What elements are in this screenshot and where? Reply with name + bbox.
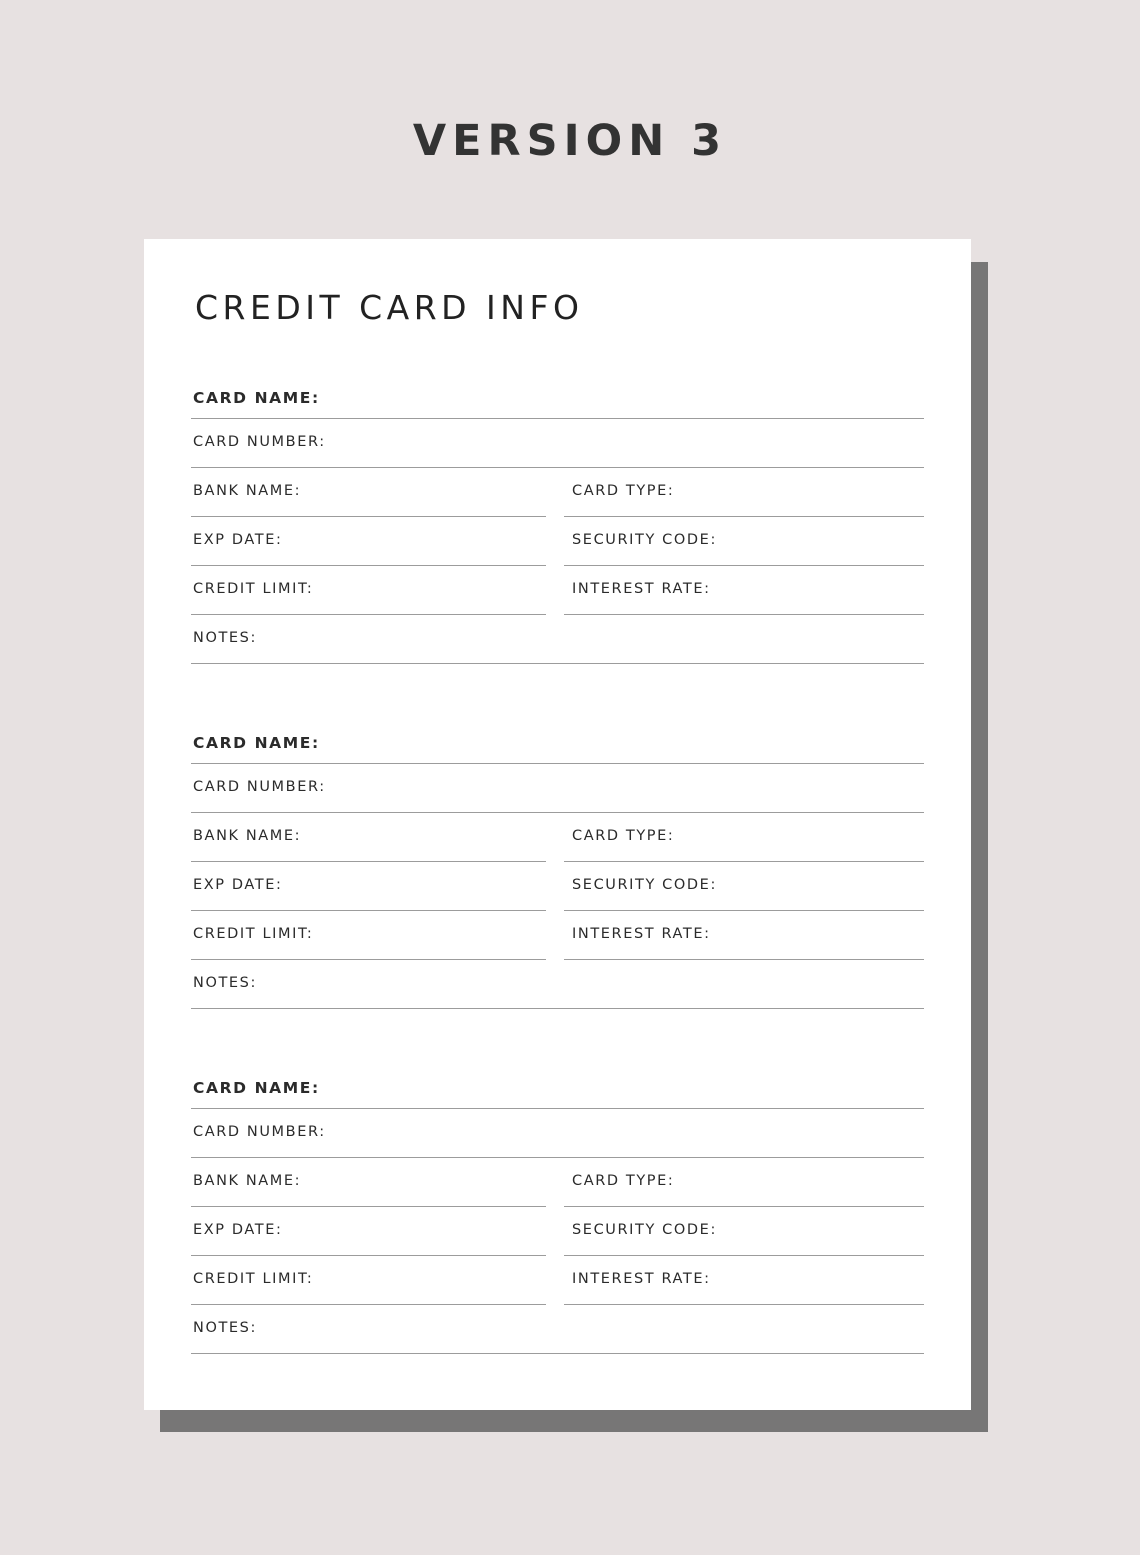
exp-date-field[interactable] (191, 517, 546, 566)
bank-name-label: BANK NAME: (193, 828, 302, 844)
security-code-label: SECURITY CODE: (572, 1222, 717, 1238)
card-number-field[interactable] (191, 764, 924, 813)
security-code-field[interactable] (564, 862, 924, 911)
form-sheet (144, 239, 971, 1410)
card-name-label: CARD NAME: (193, 734, 320, 752)
bank-name-field[interactable] (191, 813, 546, 862)
version-title: VERSION 3 (412, 116, 728, 166)
exp-date-label: EXP DATE: (193, 532, 283, 548)
card-type-label: CARD TYPE: (572, 483, 675, 499)
credit-limit-label: CREDIT LIMIT: (193, 581, 314, 597)
card-block-1 (191, 370, 924, 670)
interest-rate-label: INTEREST RATE: (572, 581, 711, 597)
sheet-title: CREDIT CARD INFO (195, 288, 584, 327)
card-number-field[interactable] (191, 1109, 924, 1158)
interest-rate-field[interactable] (564, 566, 924, 615)
bank-name-label: BANK NAME: (193, 483, 302, 499)
card-name-field[interactable] (191, 715, 924, 764)
card-name-field[interactable] (191, 370, 924, 419)
exp-date-field[interactable] (191, 862, 546, 911)
card-number-label: CARD NUMBER: (193, 434, 326, 450)
credit-limit-label: CREDIT LIMIT: (193, 1271, 314, 1287)
credit-limit-field[interactable] (191, 1256, 546, 1305)
card-type-label: CARD TYPE: (572, 1173, 675, 1189)
card-type-field[interactable] (564, 1158, 924, 1207)
notes-field[interactable] (191, 960, 924, 1009)
bank-name-label: BANK NAME: (193, 1173, 302, 1189)
security-code-label: SECURITY CODE: (572, 532, 717, 548)
card-name-label: CARD NAME: (193, 389, 320, 407)
credit-limit-field[interactable] (191, 566, 546, 615)
notes-label: NOTES: (193, 630, 257, 646)
card-number-label: CARD NUMBER: (193, 1124, 326, 1140)
interest-rate-label: INTEREST RATE: (572, 1271, 711, 1287)
card-block-2 (191, 715, 924, 1015)
notes-field[interactable] (191, 615, 924, 664)
interest-rate-field[interactable] (564, 1256, 924, 1305)
card-type-field[interactable] (564, 813, 924, 862)
security-code-label: SECURITY CODE: (572, 877, 717, 893)
security-code-field[interactable] (564, 1207, 924, 1256)
notes-field[interactable] (191, 1305, 924, 1354)
notes-label: NOTES: (193, 975, 257, 991)
card-number-field[interactable] (191, 419, 924, 468)
security-code-field[interactable] (564, 517, 924, 566)
card-name-field[interactable] (191, 1060, 924, 1109)
card-block-3 (191, 1060, 924, 1360)
bank-name-field[interactable] (191, 1158, 546, 1207)
card-name-label: CARD NAME: (193, 1079, 320, 1097)
card-number-label: CARD NUMBER: (193, 779, 326, 795)
credit-limit-field[interactable] (191, 911, 546, 960)
credit-limit-label: CREDIT LIMIT: (193, 926, 314, 942)
exp-date-field[interactable] (191, 1207, 546, 1256)
card-type-label: CARD TYPE: (572, 828, 675, 844)
interest-rate-label: INTEREST RATE: (572, 926, 711, 942)
interest-rate-field[interactable] (564, 911, 924, 960)
bank-name-field[interactable] (191, 468, 546, 517)
exp-date-label: EXP DATE: (193, 1222, 283, 1238)
card-type-field[interactable] (564, 468, 924, 517)
notes-label: NOTES: (193, 1320, 257, 1336)
exp-date-label: EXP DATE: (193, 877, 283, 893)
